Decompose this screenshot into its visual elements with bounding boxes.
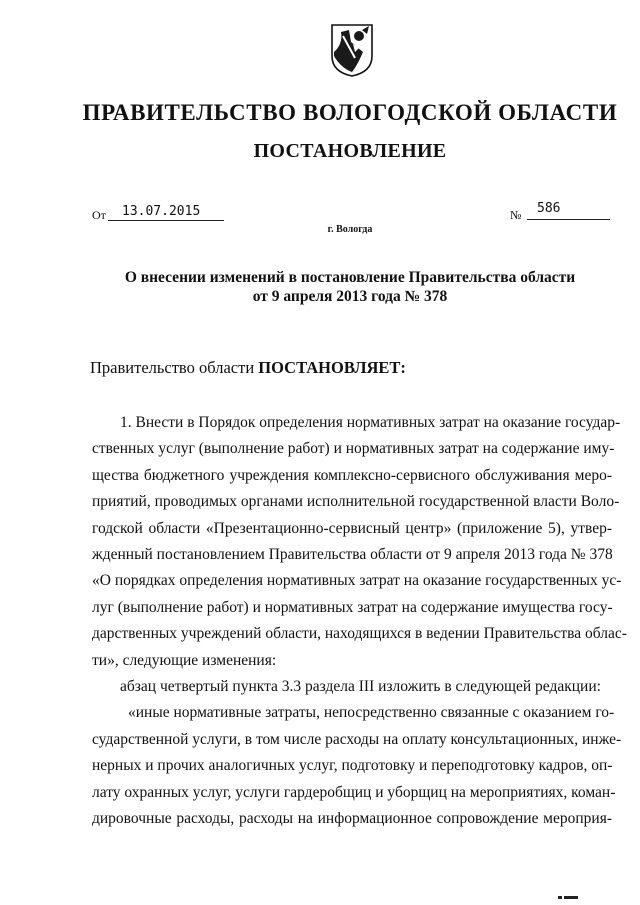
document-date: 13.07.2015 [108,203,224,221]
subject-line: от 9 апреля 2013 года № 378 [252,288,448,305]
number-label: № [510,208,522,222]
body-line: годской области «Презентационно-сервисный центр» (приложение 5), утвер- [92,519,612,537]
body-line: приятий, проводимых органами исполнительной государственной власти Воло- [92,493,620,511]
body-line: ственных услуг (выполнение работ) и нормативных затрат на содержание иму- [92,440,615,458]
body-line: дарственных учреждений области, находящихся в ведении Правительства облас- [92,625,627,643]
document-subject [0,268,640,306]
vologda-coat-of-arms-icon [329,22,375,78]
document-number: 586 [527,200,610,220]
preamble-prefix: Правительство области [90,358,255,377]
date-label: От [92,208,106,222]
body-line: ти», следующие изменения: [92,651,277,669]
body-text [92,410,627,833]
preamble-keyword: ПОСТАНОВЛЯЕТ: [258,358,406,377]
body-line: «О порядках определения нормативных затрат на оказание государственных ус- [92,572,622,590]
body-line: жденный постановлением Правительства области от 9 апреля 2013 года № 378 [92,546,613,564]
body-line: сударственной услуги, в том числе расходы на оплату консультационных, инже- [92,730,622,748]
body-line: луг (выполнение работ) и нормативных затрат на содержание имущества госу- [92,598,613,616]
preamble [90,358,406,378]
body-line: 1. Внести в Порядок определения нормативных затрат на оказание государ- [120,414,621,431]
body-line: дировочные расходы, расходы на информационное сопровождение мероприя- [92,810,612,828]
body-line: лату охранных услуг, услуги гардеробщиц и уборщиц на мероприятиях, коман- [92,783,616,801]
subject-line: О внесении изменений в постановление Правительства области [124,269,576,286]
body-line: абзац четвертый пункта 3.3 раздела III изложить в следующей редакции: [120,678,601,696]
body-line: нерных и прочих аналогичных услуг, подготовку и переподготовку кадров, оп- [92,757,613,775]
page-mark-icon [558,896,578,899]
document-type: ПОСТАНОВЛЕНИЕ [253,140,447,162]
body-line: «иные нормативные затраты, непосредственно связанные с оказанием го- [128,704,615,722]
city-name: г. Вологда [327,224,373,235]
body-line: щества бюджетного учреждения комплексно-сервисного обслуживания меро- [92,466,612,484]
government-title: ПРАВИТЕЛЬСТВО ВОЛОГОДСКОЙ ОБЛАСТИ [82,100,618,125]
